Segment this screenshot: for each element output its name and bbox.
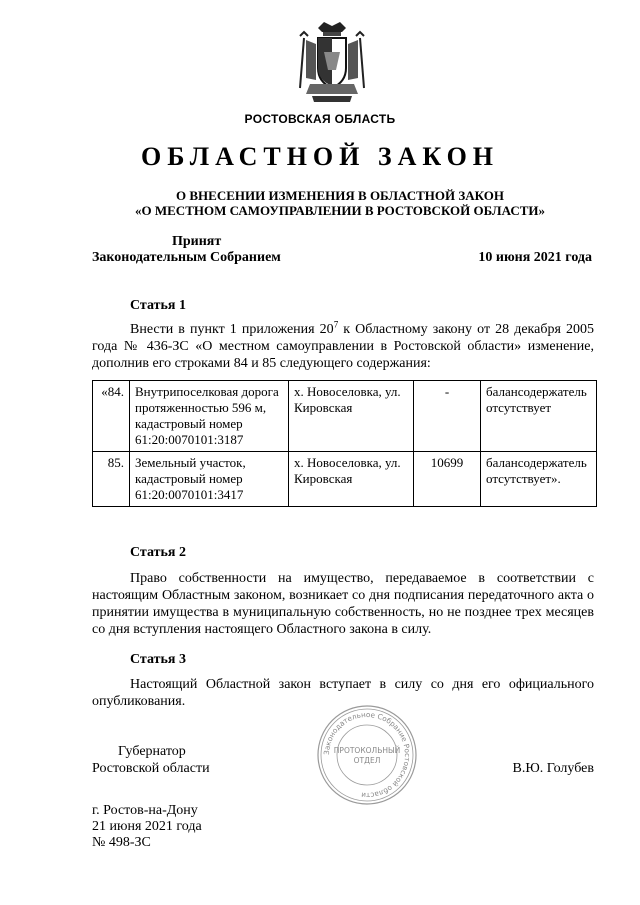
signing-date: 21 июня 2021 года (92, 819, 202, 834)
article-2-heading: Статья 2 (130, 545, 186, 560)
property-name: Внутрипоселковая дорога протяженностью 596 м, кадастровый номер 61:20:0070101:3187 (130, 381, 289, 452)
signing-details (92, 803, 202, 851)
law-number: № 498-ЗС (92, 835, 151, 850)
property-table (92, 380, 597, 507)
adoption-date: 10 июня 2021 года (478, 250, 592, 265)
property-address: х. Новоселовка, ул. Кировская (289, 381, 414, 452)
table-row (93, 452, 597, 507)
property-area: - (414, 381, 481, 452)
official-stamp (316, 704, 418, 806)
article-2-body: Право собственности на имущество, передаваемое в соответствии с настоящим Областным законом, возникает со дня подписания передаточного акта о принятии имущества в муниципальную собственность, но не позднее трех месяцев со дня вступления настоящего Областного закона в силу. (92, 571, 594, 637)
article-1-text (92, 321, 594, 372)
row-number: «84. (93, 381, 130, 452)
signatory-title-line-2: Ростовской области (92, 761, 210, 776)
adopted-label: Принят (172, 234, 222, 249)
law-title: ОБЛАСТНОЙ ЗАКОН (140, 142, 500, 171)
subtitle-line-1: О ВНЕСЕНИИ ИЗМЕНЕНИЯ В ОБЛАСТНОЙ ЗАКОН (176, 188, 504, 203)
row-number: 85. (93, 452, 130, 507)
article-3-heading: Статья 3 (130, 652, 186, 667)
table-row (93, 381, 597, 452)
signatory-name: В.Ю. Голубев (512, 761, 594, 776)
balance-holder: балансодержатель отсутствует (481, 381, 597, 452)
stamp-center-line-1: ПРОТОКОЛЬНЫЙ (333, 746, 401, 755)
article-3-body: Настоящий Областной закон вступает в силу со дня его официального опубликования. (92, 677, 594, 709)
balance-holder: балансодержатель отсутствует». (481, 452, 597, 507)
stamp-center-line-2: ОТДЕЛ (353, 756, 381, 765)
stamp-ring-text: Законодательное Собрание Ростовской области (321, 709, 413, 801)
property-name: Земельный участок, кадастровый номер 61:20:0070101:3417 (130, 452, 289, 507)
law-subtitle (90, 188, 590, 218)
article-2-text (92, 570, 594, 638)
article-1-heading: Статья 1 (130, 298, 186, 313)
region-name: РОСТОВСКАЯ ОБЛАСТЬ (244, 112, 396, 126)
adopting-body: Законодательным Собранием (92, 250, 281, 265)
property-area: 10699 (414, 452, 481, 507)
property-address: х. Новоселовка, ул. Кировская (289, 452, 414, 507)
rostov-coat-of-arms-icon (296, 18, 368, 104)
signing-place: г. Ростов-на-Дону (92, 803, 198, 818)
signatory-title-line-1: Губернатор (118, 744, 186, 759)
subtitle-line-2: «О МЕСТНОМ САМОУПРАВЛЕНИИ В РОСТОВСКОЙ ОБЛАСТИ» (135, 203, 545, 218)
article-1-text-b: к Областному закону от 28 декабря 2005 года № 436-ЗС «О местном самоуправлении в Ростовской области» изменение, дополнив его строками 84 и 85 следующего содержания: (92, 322, 594, 371)
article-1-text-a: Внести в пункт 1 приложения 20 (130, 322, 334, 337)
article-1-superscript: 7 (333, 319, 339, 330)
